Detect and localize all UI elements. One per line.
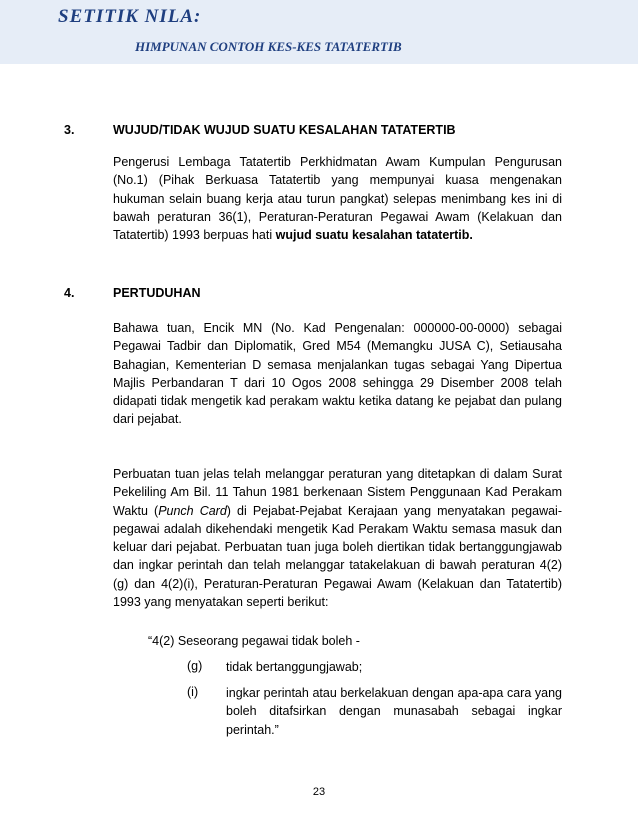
quote-item-label: (i) xyxy=(187,685,199,699)
page-header xyxy=(0,0,638,64)
paragraph-2-text-after: ) di Pejabat-Pejabat Kerajaan yang menyatakan pegawai-pegawai adalah dikehendaki mengetik Kad Perakam Waktu semasa masuk dan keluar dari pejabat. Perbuatan tuan juga boleh diertikan tidak bertanggungjawab dan ingkar perintah dan telah melanggar tatakelakuan di bawah peraturan 4(2)(g) dan 4(2)(i), Peraturan-Peraturan Pegawai Awam (Kelakuan dan Tatatertib) 1993 yang menyatakan seperti berikut: xyxy=(113,503,562,610)
section-3-paragraph-text: Pengerusi Lembaga Tatatertib Perkhidmatan Awam Kumpulan Pengurusan (No.1) (Pihak Berkuasa Tatatertib yang mempunyai kuasa mengenakan hukuman selain buang kerja atau turun pangkat) selepas menimbang kes ini di bawah peraturan 36(1), Peraturan-Peraturan Pegawai Awam (Kelakuan dan Tatatertib) 1993 berpuas hati xyxy=(113,155,562,243)
paragraph-2-italic: Punch Card xyxy=(158,503,227,518)
quote-item-label: (g) xyxy=(187,659,203,673)
section-3-paragraph-bold: wujud suatu kesalahan tatatertib. xyxy=(275,228,473,243)
section-4-paragraph-1: Bahawa tuan, Encik MN (No. Kad Pengenalan: 000000-00-0000) sebagai Pegawai Tadbir dan Diplomatik, Gred M54 (Memangku JUSA C), Setiausaha Bahagian, Kementerian D semasa menjalankan tugas sebagai Yang Dipertua Majlis Perbandaran T dari 10 Ogos 2008 sehingga 29 Disember 2008 telah didapati tidak mengetik kad perakam waktu ketika datang ke pejabat dan pulang dari pejabat. xyxy=(113,321,562,427)
paragraph-2-text-before: Perbuatan tuan jelas telah melanggar peraturan yang ditetapkan di dalam Surat Pekeliling Am Bil. 11 Tahun 1981 berkenaan Sistem Penggunaan Kad Perakam Waktu ( xyxy=(113,467,562,518)
section-3-heading: WUJUD/TIDAK WUJUD SUATU KESALAHAN TATATERTIB xyxy=(113,123,456,137)
header-subtitle: HIMPUNAN CONTOH KES-KES TATATERTIB xyxy=(135,39,402,54)
section-4-heading: PERTUDUHAN xyxy=(113,286,201,300)
section-3-number: 3. xyxy=(64,123,75,137)
quote-item-text: tidak bertanggungjawab; xyxy=(226,660,363,674)
section-4-number: 4. xyxy=(64,286,75,300)
page-number: 23 xyxy=(312,786,326,798)
quote-item-text: ingkar perintah atau berkelakuan dengan apa-apa cara yang boleh ditafsirkan dengan munasabah sebagai ingkar perintah.” xyxy=(226,686,562,737)
header-title: SETITIK NILA: xyxy=(58,6,202,27)
section-4-paragraph-2 xyxy=(113,465,562,611)
section-3-paragraph xyxy=(113,153,562,244)
quote-intro: “4(2) Seseorang pegawai tidak boleh - xyxy=(148,634,360,648)
